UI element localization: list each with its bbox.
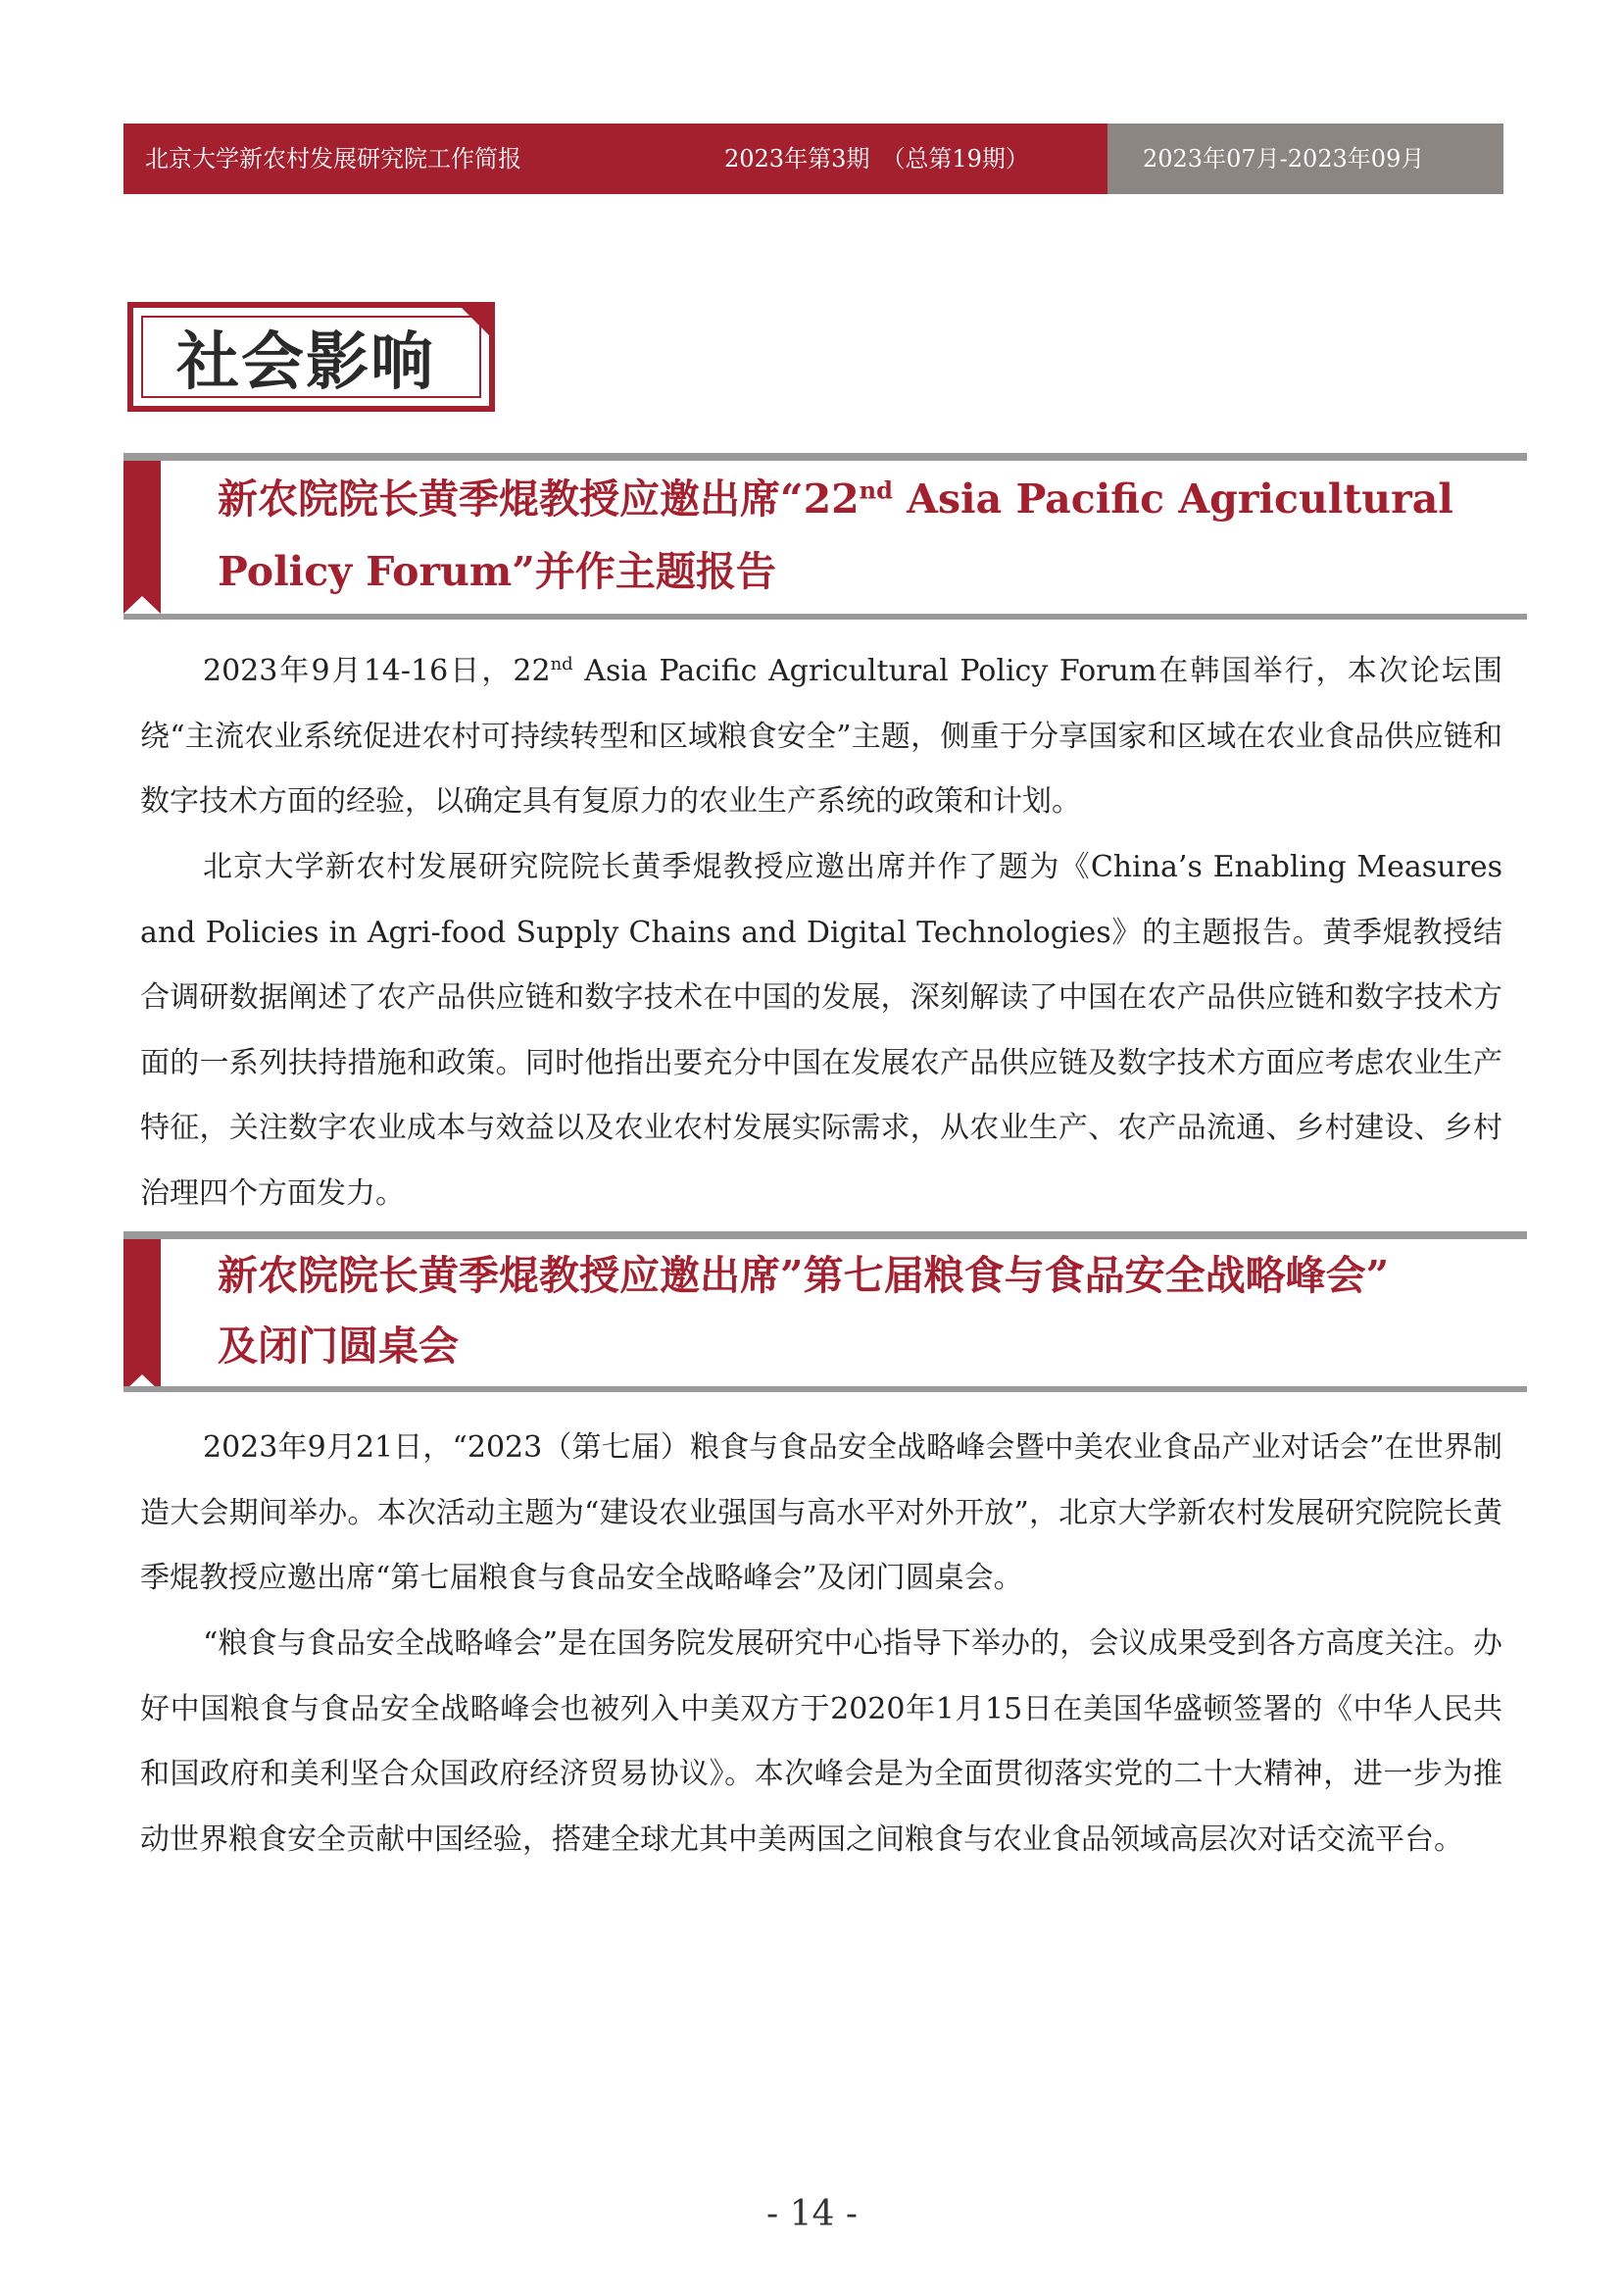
article1-paragraph-2: 北京大学新农村发展研究院院长黄季焜教授应邀出席并作了题为《China’s Enabling Measures and Policies in Agri-food Supply Chains and Digital Technologies》的主题报告。黄季焜教授结合调研数据阐述了农产品供应链和数字技术在中国的发展，深刻解读了中国在农产品供应链和数字技术方面的一系列扶持措施和政策。同时他指出要充分中国在发展农产品供应链及数字技术方面应考虑农业生产特征，关注数字农业成本与效益以及农业农村发展实际需求，从农业生产、农产品流通、乡村建设、乡村治理四个方面发力。 <box>140 850 1502 1211</box>
bookmark-ribbon <box>123 1239 161 1392</box>
article1-p1-part2: Asia Pacific Agricultural Policy Forum在韩国举行，本次论坛围绕“主流农业系统促进农村可持续转型和区域粮食安全”主题，侧重于分享国家和区域在农业食品供应链和数字技术方面的经验，以确定具有复原力的农业生产系统的政策和计划。 <box>140 654 1502 819</box>
article1-heading <box>123 453 1527 620</box>
header-period: 2023年07月-2023年09月 <box>1143 145 1425 173</box>
article2-title-line1: 新农院院长黄季焜教授应邀出席”第七届粮食与食品安全战略峰会” <box>218 1252 1390 1299</box>
article2-paragraph-2: “粮食与食品安全战略峰会”是在国务院发展研究中心指导下举办的，会议成果受到各方高度关注。办好中国粮食与食品安全战略峰会也被列入中美双方于2020年1月15日在美国华盛顿签署的《中华人民共和国政府和美利坚合众国政府经济贸易协议》。本次峰会是为全面贯彻落实党的二十大精神，进一步为推动世界粮食安全贡献中国经验，搭建全球尤其中美两国之间粮食与农业食品领域高层次对话交流平台。 <box>140 1626 1502 1857</box>
bookmark-ribbon <box>123 461 161 614</box>
article1-title-line2: Policy Forum”并作主题报告 <box>218 548 776 595</box>
page-header <box>123 124 1503 194</box>
heading-bottom-rule <box>123 614 1527 620</box>
heading-bottom-rule <box>123 1386 1527 1392</box>
article1-paragraph-1 <box>140 639 1502 835</box>
article1-p1-sup: nd <box>550 654 573 674</box>
header-org-title: 北京大学新农村发展研究院工作简报 <box>145 145 521 173</box>
article1-title-part2: Asia Pacific Agricultural <box>892 475 1453 523</box>
article2-title-line2: 及闭门圆桌会 <box>218 1323 459 1370</box>
header-issue: 2023年第3期 （总第19期） <box>724 145 1029 173</box>
article1-title-part1: 新农院院长黄季焜教授应邀出席“22 <box>218 475 860 523</box>
article1-p1-part1: 2023年9月14-16日，22 <box>203 654 551 688</box>
section-label: 社会影响 <box>176 326 435 399</box>
page-number: - 14 - <box>765 2194 859 2234</box>
heading-top-rule <box>123 1231 1527 1239</box>
article1-title-sup: nd <box>859 475 893 505</box>
article2-heading <box>123 1231 1527 1398</box>
article2-paragraph-1: 2023年9月21日，“2023（第七届）粮食与食品安全战略峰会暨中美农业食品产业对话会”在世界制造大会期间举办。本次活动主题为“建设农业强国与高水平对外开放”，北京大学新农村发展研究院院长黄季焜教授应邀出席“第七届粮食与食品安全战略峰会”及闭门圆桌会。 <box>140 1430 1502 1595</box>
heading-top-rule <box>123 453 1527 461</box>
section-label-box <box>127 302 495 412</box>
article1-title-line1 <box>218 463 1453 535</box>
